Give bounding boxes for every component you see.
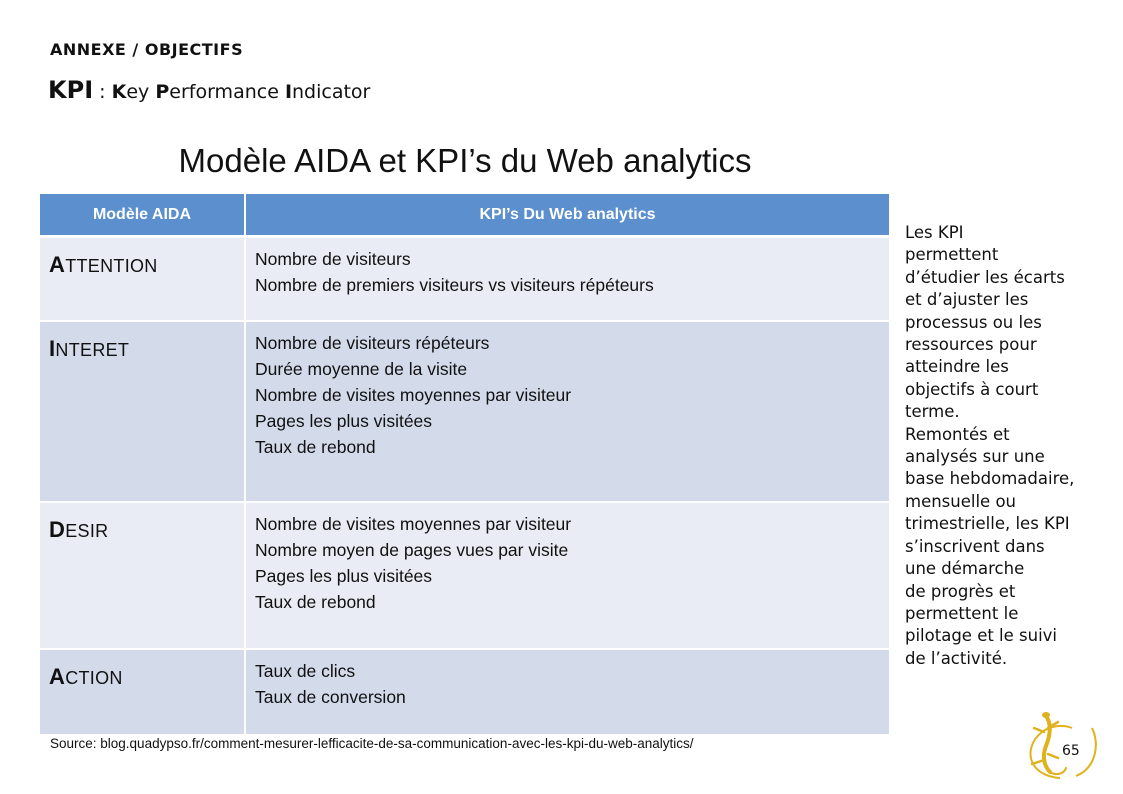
note-line: permettent bbox=[905, 245, 999, 265]
aida-stage bbox=[40, 502, 245, 649]
aida-kpi-table bbox=[40, 194, 889, 734]
note-line: permettent le bbox=[905, 603, 1019, 623]
source-citation: Source: blog.quadypso.fr/comment-mesurer-lefficacite-de-sa-communication-avec-les-kpi-du-web-analytics/ bbox=[50, 736, 694, 751]
note-line: atteindre les bbox=[905, 357, 1009, 377]
table-row bbox=[40, 502, 889, 649]
kpi-item: Nombre moyen de pages vues par visite bbox=[255, 540, 569, 560]
kpi-list bbox=[245, 502, 889, 649]
stage-initial: A bbox=[49, 252, 66, 277]
stage-initial: I bbox=[49, 336, 56, 361]
lizard-icon bbox=[1020, 710, 1100, 780]
stage-rest: CTION bbox=[65, 668, 123, 688]
kpi-abbreviation: KPI bbox=[48, 76, 94, 104]
kpi-item: Nombre de premiers visiteurs vs visiteurs répéteurs bbox=[255, 275, 654, 295]
kpi-item: Nombre de visiteurs répéteurs bbox=[255, 333, 490, 353]
section-label: ANNEXE / OBJECTIFS bbox=[50, 40, 244, 59]
kpi-item: Pages les plus visitées bbox=[255, 566, 433, 586]
note-line: s’inscrivent dans bbox=[905, 536, 1045, 556]
kpi-item: Durée moyenne de la visite bbox=[255, 359, 468, 379]
note-line: terme. bbox=[905, 402, 960, 422]
slide-title: Modèle AIDA et KPI’s du Web analytics bbox=[178, 142, 752, 179]
note-line: de l’activité. bbox=[905, 648, 1008, 668]
note-line: de progrès et bbox=[905, 581, 1016, 601]
kpi-item: Taux de rebond bbox=[255, 592, 376, 612]
kpi-heading bbox=[48, 76, 370, 104]
table-row bbox=[40, 321, 889, 502]
page-number: 65 bbox=[1062, 743, 1080, 759]
note-line: trimestrielle, les KPI bbox=[905, 514, 1070, 534]
note-line: ressources pour bbox=[905, 335, 1037, 355]
header-aida-model: Modèle AIDA bbox=[40, 194, 245, 237]
aida-stage bbox=[40, 237, 245, 322]
stage-initial: D bbox=[49, 517, 66, 542]
note-line: pilotage et le suivi bbox=[905, 626, 1058, 646]
kpi-item: Nombre de visiteurs bbox=[255, 249, 411, 269]
note-line: processus ou les bbox=[905, 312, 1042, 332]
stage-rest: TTENTION bbox=[65, 256, 158, 276]
note-line: et d’ajuster les bbox=[905, 290, 1029, 310]
table-row bbox=[40, 649, 889, 734]
kpi-item: Nombre de visites moyennes par visiteur bbox=[255, 385, 572, 405]
kpi-item: Taux de conversion bbox=[255, 687, 406, 707]
kpi-item: Pages les plus visitées bbox=[255, 411, 433, 431]
note-line: objectifs à court bbox=[905, 379, 1039, 399]
kpi-item: Taux de rebond bbox=[255, 437, 376, 457]
note-line: base hebdomadaire, bbox=[905, 469, 1075, 489]
note-line: analysés sur une bbox=[905, 447, 1045, 467]
kpi-word-rest: ey bbox=[126, 81, 156, 103]
kpi-word-initial: I bbox=[284, 81, 293, 103]
note-line: Les KPI bbox=[905, 223, 964, 242]
kpi-list bbox=[245, 649, 889, 734]
stage-initial: A bbox=[49, 664, 66, 689]
kpi-word-rest: ndicator bbox=[292, 81, 371, 103]
note-line: d’étudier les écarts bbox=[905, 267, 1065, 287]
kpi-word-rest: erformance bbox=[169, 81, 285, 103]
kpi-item: Taux de clics bbox=[255, 661, 356, 681]
note-line: mensuelle ou bbox=[905, 491, 1017, 511]
note-line: une démarche bbox=[905, 559, 1025, 579]
header-web-kpis: KPI’s Du Web analytics bbox=[245, 194, 889, 237]
kpi-separator: : bbox=[93, 81, 112, 103]
kpi-list bbox=[245, 321, 889, 502]
kpi-full-name bbox=[112, 81, 371, 103]
note-line: Remontés et bbox=[905, 424, 1010, 444]
kpi-word-initial: K bbox=[111, 81, 127, 103]
aida-stage bbox=[40, 649, 245, 734]
table-row bbox=[40, 237, 889, 322]
kpi-word-initial: P bbox=[155, 81, 170, 103]
kpi-item: Nombre de visites moyennes par visiteur bbox=[255, 514, 572, 534]
kpi-list bbox=[245, 237, 889, 322]
stage-rest: NTERET bbox=[55, 340, 130, 360]
side-note bbox=[905, 222, 1105, 670]
stage-rest: ESIR bbox=[65, 521, 109, 541]
table-header-row bbox=[40, 194, 889, 237]
aida-stage bbox=[40, 321, 245, 502]
